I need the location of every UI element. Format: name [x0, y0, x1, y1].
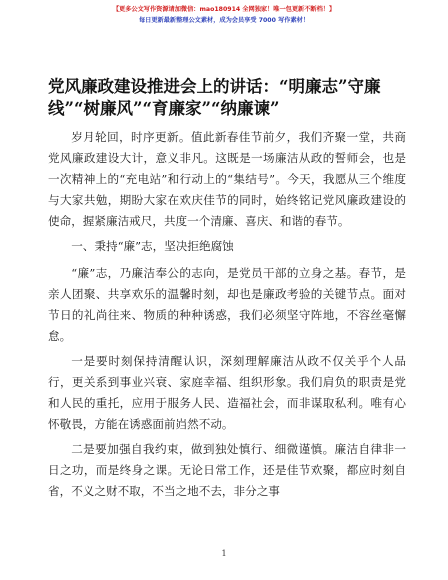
- promo-banner-line-1: 【更多公文写作资源请加微信：mao180914 全网独家！唯一包更新不断档！】: [112, 6, 336, 13]
- section-heading-1: 一、秉持“廉”志，坚决拒绝腐蚀: [71, 239, 234, 253]
- document-title: 党风廉政建设推进会上的讲话：“明廉志”守廉线”“树廉风”“育廉家”“纳廉谏”: [48, 77, 381, 118]
- section-1-paragraph-1: “廉”志，乃廉洁奉公的志向，是党员干部的立身之基。春节，是亲人团聚、共享欢乐的温馨时刻，却也是廉政考验的关键节点。面对节日的礼尚往来、物质的种种诱惑，我们必须坚守阵地，不容丝毫懈怠。: [48, 266, 406, 343]
- section-1-paragraph-3: 二是要加强自我约束，做到独处慎行、细微谨慎。廉洁自律非一日之功，而是终身之课。无论日常工作，还是佳节欢聚，都应时刻自省，不义之财不取，不当之地不去，非分之事: [48, 442, 406, 498]
- intro-paragraph: 岁月轮回，时序更新。值此新春佳节前夕，我们齐聚一堂，共商党风廉政建设大计，意义非凡。这既是一场廉洁从政的誓师会，也是一次精神上的“充电站”和行动上的“集结号”。今天，我愿从三个维度与大家共勉，期盼大家在欢庆佳节的同时，始终铭记党风廉政建设的使命，握紧廉洁戒尺，共度一个清廉、喜庆、和谐的春节。: [48, 130, 406, 228]
- page-number: 1: [221, 549, 227, 558]
- promo-banner-line-2: 每日更新最新整理公文素材，成为会员享受 7000 写作素材！: [138, 17, 310, 24]
- document-body: [48, 127, 406, 506]
- section-1-paragraph-2: 一是要时刻保持清醒认识，深刻理解廉洁从政不仅关乎个人品行，更关系到事业兴衰、家庭幸福、组织形象。我们肩负的职责是党和人民的重托，应用于服务人民、造福社会，而非谋取私利。唯有心怀敬畏，方能在诱惑面前岿然不动。: [48, 354, 406, 431]
